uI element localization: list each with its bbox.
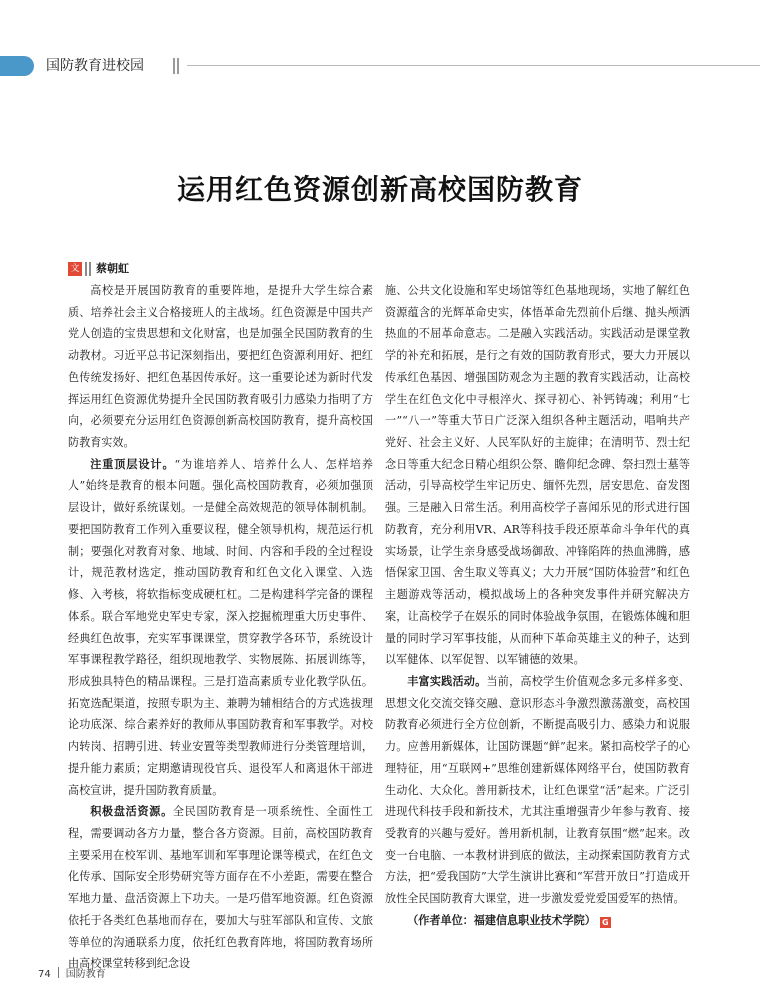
right-column: [385, 280, 690, 932]
end-mark-icon: G: [600, 917, 611, 928]
body-resources: 全民国防教育是一项系统性、全面性工程，需要调动各方力量，整合各方资源。目前，高校国防教育主要采用在校军训、基地军训和军事理论课等模式，在红色文化传承、国际安全形势研究等方面存在不小差距，需要在整合军地力量、盘活资源上下功夫。一是巧借军地资源。红色资源依托于各类红色基地而存在，要加大与驻军部队和宣传、文旅等单位的沟通联系力度，依托红色教育阵地，将国防教育场所由高校课堂转移到纪念设: [68, 805, 373, 971]
author-affiliation-line: [385, 910, 690, 932]
author-name: 蔡朝虹: [96, 262, 129, 275]
byline-divider-bars: [85, 262, 91, 276]
section-tab-marker: [0, 56, 34, 76]
header-rule: [187, 65, 760, 66]
page-number: 74: [38, 969, 51, 980]
paragraph-intro: 高校是开展国防教育的重要阵地，是提升大学生综合素质、培养社会主义合格接班人的主战场。红色资源是中国共产党人创造的宝贵思想和文化财富，也是加强全民国防教育的生动教材。习近平总书记深刻指出，要把红色资源利用好、把红色传统发扬好、把红色基因传承好。这一重要论述为新时代发挥运用红色资源优势提升全民国防教育吸引力感染力指明了方向，必须要充分运用红色资源创新高校国防教育，提升高校国防教育实效。: [68, 284, 373, 450]
section-divider-bars: [173, 58, 179, 74]
lead-resources: 积极盘活资源。: [90, 805, 173, 819]
author-affiliation: （作者单位：福建信息职业技术学院）: [407, 913, 596, 927]
article-title: 运用红色资源创新高校国防教育: [176, 173, 583, 206]
section-title: 国防教育进校园: [46, 58, 144, 74]
lead-practice: 丰富实践活动。: [407, 674, 487, 688]
lead-top-design: 注重顶层设计。: [90, 457, 175, 471]
footer-divider: [58, 967, 59, 978]
byline-badge: 文: [68, 262, 82, 276]
page-footer: [38, 967, 106, 983]
paragraph-resources: [68, 801, 373, 975]
paragraph-continued: 施、公共文化设施和军史场馆等红色基地现场，实地了解红色资源蕴含的光辉革命史实，体悟革命先烈前仆后继、抛头颅洒热血的不屈革命意志。二是融入实践活动。实践活动是课堂教学的补充和拓展，是行之有效的国防教育形式，要大力开展以传承红色基因、增强国防观念为主题的教育实践活动，让高校学生在红色文化中寻根淬火、探寻初心、补钙铸魂；利用“七一”“八一”等重大节日广泛深入组织各种主题活动，唱响共产党好、社会主义好、人民军队好的主旋律；在清明节、烈士纪念日等重大纪念日精心组织公祭、瞻仰纪念碑、祭扫烈士墓等活动，引导高校学生牢记历史、缅怀先烈，居安思危、奋发图强。三是融入日常生活。利用高校学子喜闻乐见的形式进行国防教育，充分利用VR、AR等科技手段还原革命斗争年代的真实场景，让学生亲身感受战场御敌、冲锋陷阵的热血沸腾，感悟保家卫国、舍生取义等真义；大力开展“国防体验营”和红色主题游戏等活动，模拟战场上的各种突发事件并研究解决方案，让高校学子在娱乐的同时体验战争氛围，在锻炼体魄和胆量的同时学习军事技能，从而种下革命英雄主义的种子，达到以军健体、以军促智、以军铺德的效果。: [385, 284, 690, 667]
left-column: [68, 280, 373, 975]
paragraph-top-design: [68, 454, 373, 802]
paragraph-practice: [385, 671, 690, 910]
body-practice: 当前，高校学生价值观念多元多样多变、思想文化交流交锋交融、意识形态斗争激烈激荡激变，高校国防教育必须进行全方位创新，不断提高吸引力、感染力和说服力。应善用新媒体，让国防课题“鲜”起来。紧扣高校学子的心理特征，用“互联网+”思维创建新媒体网络平台，使国防教育生动化、大众化。善用新技术，让红色课堂“活”起来。广泛引进现代科技手段和新技术，尤其注重增强青少年参与教育、接受教育的兴趣与爱好。善用新机制，让教育氛围“燃”起来。改变一台电脑、一本教材讲到底的做法，主动探索国防教育方式方法，把“爱我国防”大学生演讲比赛和“军营开放日”打造成开放性全民国防教育大课堂，进一步激发爱党爱国爱军的热情。: [385, 674, 690, 906]
magazine-name: 国防教育: [65, 969, 106, 980]
body-top-design: “为谁培养人、培养什么人、怎样培养人”始终是教育的根本问题。强化高校国防教育，必须加强顶层设计，做好系统谋划。一是健全高效规范的领导体制机制。要把国防教育工作列入重要议程，健全领导机构，规范运行机制；要强化对教育对象、地域、时间、内容和手段的全过程设计，规范教材选定，推动国防教育和红色文化入课堂、入选修、入考核，将软指标变成硬杠杠。二是构建科学完备的课程体系。联合军地党史军史专家，深入挖掘梳理重大历史事件、经典红色故事，充实军事课课堂，贯穿教学各环节，系统设计军事课程教学路径，组织现地教学、实物展陈、拓展训练等，形成独具特色的精品课程。三是打造高素质专业化教学队伍。拓宽选配渠道，按照专职为主、兼聘为辅相结合的方式选拔理论功底深、综合素养好的教师从事国防教育和军事教学。对校内转岗、招聘引进、转业安置等类型教师进行分类管理培训，提升能力素质；定期邀请现役官兵、退役军人和离退休干部进高校宣讲，提升国防教育质量。: [68, 457, 373, 797]
